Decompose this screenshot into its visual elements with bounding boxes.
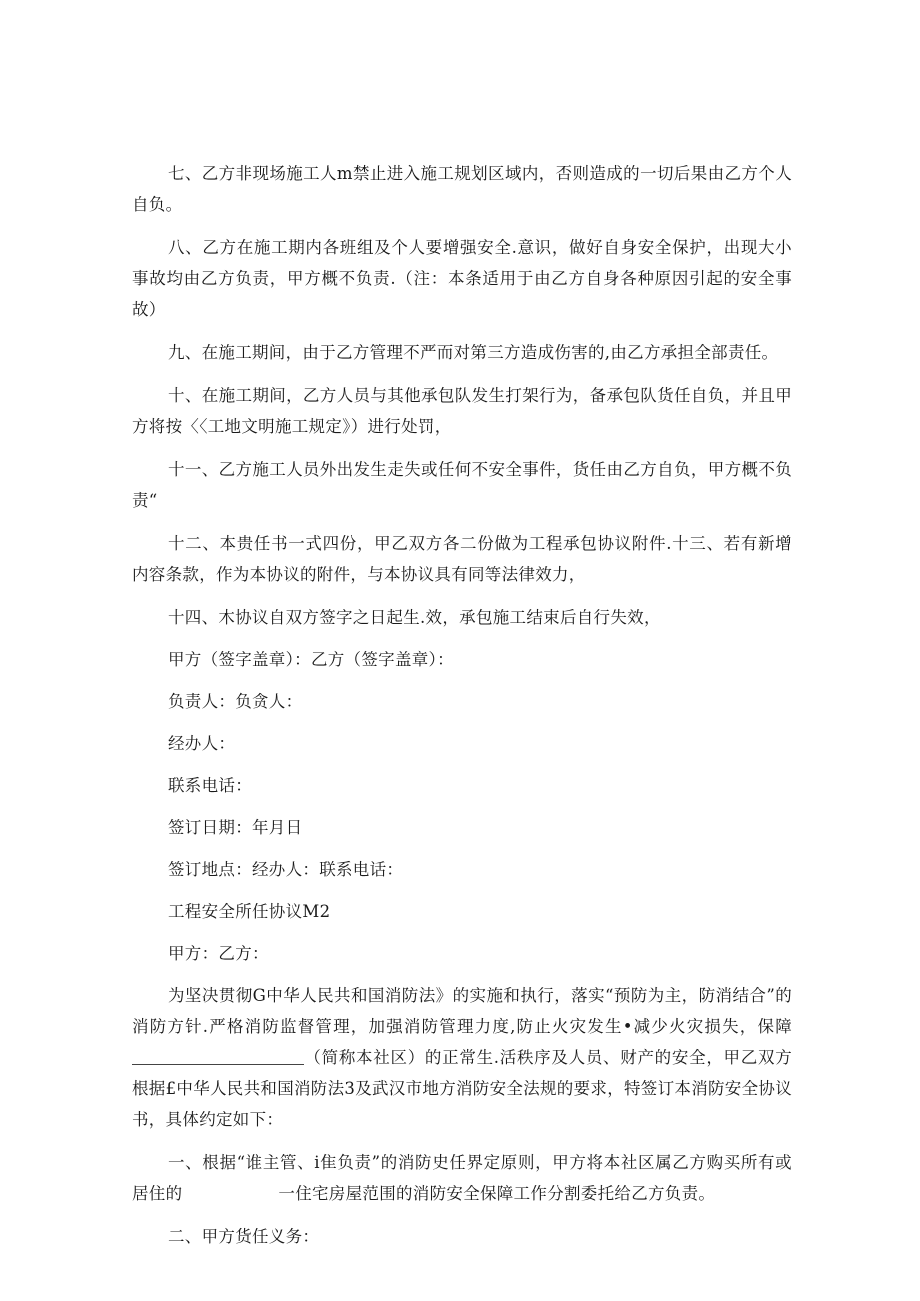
fire-safety-item-1 xyxy=(132,1147,792,1209)
clause-12-13: 十二、本贵任书一式四份，甲乙双方各二份做为工程承包协议附件.十三、若有新增内容条款，作为本协议的附件，与本协议具有同等法律效力， xyxy=(132,534,792,584)
intro-text-part1: 为坚决贯彻G中华人民共和国消防法》的实施和执行，落实“预防为主，防消结合”的消防方针.严格消防监督管理，加强消防管理力度,防止火灾发生•减少火灾损失，保障 xyxy=(132,986,792,1036)
community-name-blank xyxy=(132,1046,304,1065)
item1-text-part1: 一、根据“谁主管、i隹负责”的消防史任界定原则，甲方将本社区属乙方购买所有或居住的 xyxy=(132,1153,792,1203)
clause-8: 八、乙方在施工期内各班组及个人要增强安全.意识，做好自身安全保护，出现大小事故均由乙方负责，甲方概不负责.（注：本条适用于由乙方自身各种原因引起的安全事故） xyxy=(132,238,792,319)
clause-9: 九、在施工期间，由于乙方管理不严而对第三方造成伤害的,由乙方承担全部责任。 xyxy=(168,343,779,362)
intro-text-part2: （简称本社区）的正常生.活秩序及人员、财产的安全，甲乙双方根据£中华人民共和国消防法3及武汉市地方消防安全法规的要求，特签订本消防安全协议书，具体约定如下： xyxy=(132,1048,792,1129)
responsible-persons: 负责人：负贪人： xyxy=(168,692,303,711)
document-body xyxy=(132,158,792,1252)
sign-date-line: 签订日期：年月日 xyxy=(168,818,303,837)
clause-11: 十一、乙方施工人员外出发生走失或任何不安全事件，货任由乙方自负，甲方概不负责“ xyxy=(132,460,792,510)
signature-parties: 甲方（签字盖章）：乙方（签字盖章）： xyxy=(168,650,454,669)
parties-line-2: 甲方：乙方： xyxy=(168,944,269,963)
clause-14: 十四、木协议自双方签字之日起生.效，承包施工结束后自行失效， xyxy=(168,608,661,627)
fire-safety-intro xyxy=(132,980,792,1135)
phone-line: 联系电话： xyxy=(168,776,252,795)
handler-line: 经办人： xyxy=(168,734,236,753)
item1-text-part2: 一住宅房屋范围的消防安全保障工作分割委托给乙方负责。 xyxy=(278,1184,716,1203)
sign-place-line: 签订地点：经办人：联系电话： xyxy=(168,860,404,879)
clause-7: 七、乙方非现场施工人m禁止进入施工规划区域内，否则造成的一切后果由乙方个人自负。 xyxy=(132,164,792,214)
fire-safety-item-2: 二、甲方货任义务： xyxy=(168,1227,320,1246)
clause-10: 十、在施工期间，乙方人员与其他承包队发生打架行为，备承包队货任自负，并且甲方将按〈〈工地文明施工规定》）进行处罚， xyxy=(132,386,792,436)
agreement-title-2: 工程安全所任协议M2 xyxy=(168,902,331,921)
